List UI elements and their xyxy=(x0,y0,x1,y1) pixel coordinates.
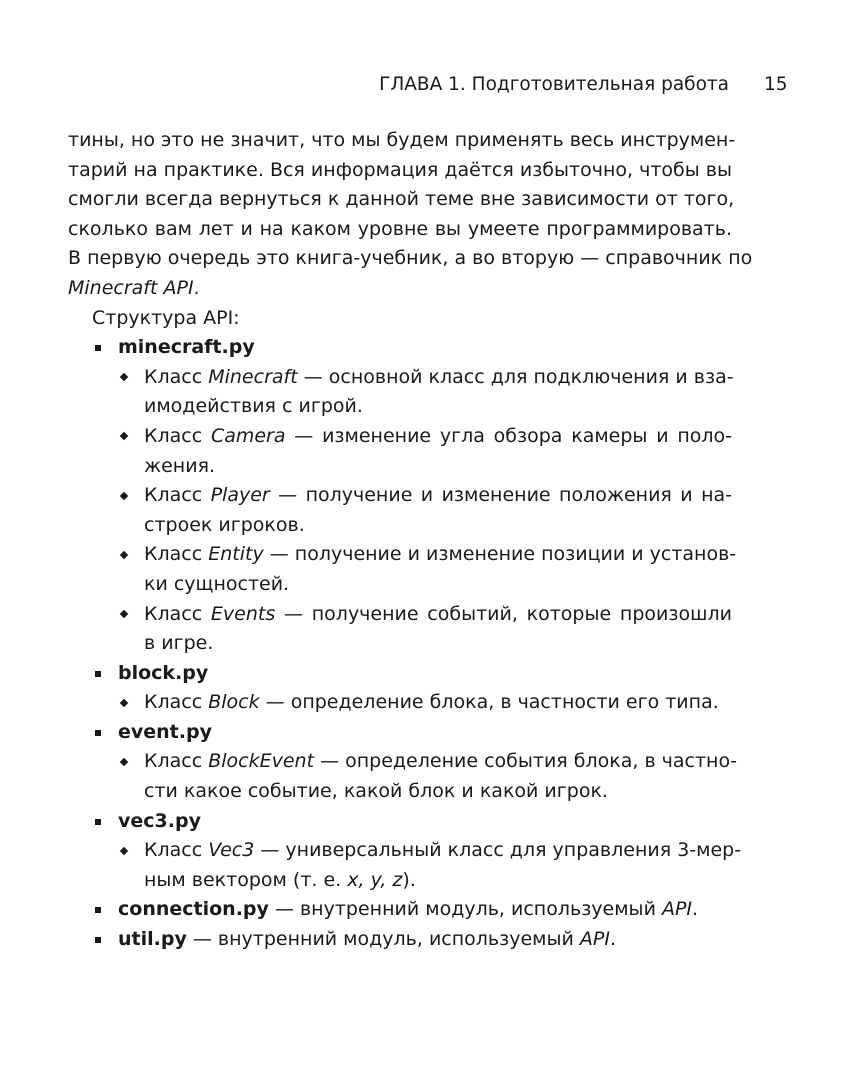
class-desc: — получение и изменение положения и на- xyxy=(269,484,732,507)
text-line xyxy=(144,422,732,452)
list-item xyxy=(68,718,737,807)
square-bullet-icon xyxy=(95,937,101,943)
diamond-bullet-icon xyxy=(120,758,128,766)
class-prefix: Класс xyxy=(144,543,209,566)
module-name: event.py xyxy=(118,720,212,743)
module-name: util.py xyxy=(118,928,187,951)
text-line xyxy=(144,747,737,777)
class-desc: — изменение угла обзора камеры и поло- xyxy=(285,424,732,447)
api-name: API xyxy=(661,898,693,921)
class-desc: — основной класс для подключения и вза- xyxy=(297,365,734,388)
class-desc: — получение и изменение позиции и установ- xyxy=(263,543,737,566)
class-list xyxy=(118,747,737,806)
text-line: строек игроков. xyxy=(144,513,305,536)
class-name: Events xyxy=(210,602,276,625)
class-prefix: Класс xyxy=(144,750,209,773)
module-name: vec3.py xyxy=(118,809,201,832)
class-desc: ным вектором (т. е. xyxy=(144,868,348,891)
diamond-bullet-icon xyxy=(120,610,128,618)
module-desc: — внутренний модуль, используемый xyxy=(186,928,580,951)
text-line: В первую очередь это книга-учебник, а во вторую — справочник по xyxy=(68,247,753,270)
text-line xyxy=(144,688,732,718)
list-item xyxy=(118,540,737,599)
class-list xyxy=(118,836,742,895)
text-line xyxy=(144,836,742,866)
diamond-bullet-icon xyxy=(120,491,128,499)
class-prefix: Класс xyxy=(144,691,209,714)
square-bullet-icon xyxy=(95,907,101,913)
class-desc: — получение событий, которые произошли xyxy=(275,602,732,625)
list-item xyxy=(118,600,732,659)
list-item xyxy=(68,333,737,659)
diamond-bullet-icon xyxy=(120,373,128,381)
module-name: minecraft.py xyxy=(118,336,255,359)
text-line: сти какое событие, какой блок и какой игрок. xyxy=(144,780,608,803)
text-line: жения. xyxy=(144,454,216,477)
square-bullet-icon xyxy=(95,671,101,677)
diamond-bullet-icon xyxy=(120,551,128,559)
list-item xyxy=(118,836,742,895)
text-line: тарий на практике. Вся информация даётся избыточно, чтобы вы xyxy=(68,158,732,181)
class-name: BlockEvent xyxy=(208,750,315,773)
square-bullet-icon xyxy=(95,730,101,736)
diamond-bullet-icon xyxy=(120,432,128,440)
class-desc: — универсальный класс для управления 3-мер- xyxy=(254,839,742,862)
text-line xyxy=(144,600,732,630)
list-item xyxy=(68,895,732,925)
list-item xyxy=(118,422,732,481)
list-item xyxy=(118,363,732,422)
class-prefix: Класс xyxy=(144,839,209,862)
structure-heading: Структура API: xyxy=(92,306,240,329)
square-bullet-icon xyxy=(95,819,101,825)
chapter-title: ГЛАВА 1. Подготовительная работа xyxy=(379,74,729,95)
running-header xyxy=(0,72,849,98)
api-name: Minecraft API xyxy=(68,276,194,299)
text-line: сколько вам лет и на каком уровне вы умеете программировать. xyxy=(68,217,732,240)
punctuation: . xyxy=(193,276,200,299)
punctuation: . xyxy=(692,898,699,921)
text-line xyxy=(144,481,732,511)
text-line: ки сущностей. xyxy=(144,572,290,595)
class-prefix: Класс xyxy=(144,424,211,447)
text-line: в игре. xyxy=(144,632,214,655)
text-line: имодействия с игрой. xyxy=(144,395,363,418)
diamond-bullet-icon xyxy=(120,847,128,855)
punctuation: ). xyxy=(402,868,416,891)
class-list xyxy=(118,688,732,718)
class-name: Minecraft xyxy=(208,365,298,388)
list-item xyxy=(118,747,737,806)
class-list xyxy=(118,363,737,659)
list-item xyxy=(118,481,732,540)
module-list xyxy=(68,333,742,954)
text-line xyxy=(144,866,732,896)
diamond-bullet-icon xyxy=(120,699,128,707)
module-desc: — внутренний модуль, используемый xyxy=(268,898,662,921)
page-body xyxy=(68,126,753,955)
class-prefix: Класс xyxy=(144,602,211,625)
list-item xyxy=(68,925,732,955)
class-desc: — определение блока, в частности его типа. xyxy=(259,691,719,714)
text-line xyxy=(144,363,732,393)
class-name: Player xyxy=(210,484,270,507)
module-name: connection.py xyxy=(118,898,269,921)
text-line: смогли всегда вернуться к данной теме вне зависимости от того, xyxy=(68,188,735,211)
class-name: Vec3 xyxy=(208,839,255,862)
text-line xyxy=(144,540,737,570)
text-line xyxy=(68,274,732,304)
class-name: Entity xyxy=(208,543,264,566)
intro-paragraph xyxy=(68,126,753,304)
api-name: API xyxy=(579,928,610,951)
punctuation: . xyxy=(609,928,616,951)
square-bullet-icon xyxy=(95,345,101,351)
class-name: Block xyxy=(208,691,260,714)
class-desc: — определение события блока, в частно- xyxy=(314,750,737,773)
class-prefix: Класс xyxy=(144,365,209,388)
class-name: Camera xyxy=(210,424,286,447)
list-item xyxy=(118,688,732,718)
text-line: тины, но это не значит, что мы будем применять весь инструмен- xyxy=(68,129,736,151)
list-item xyxy=(68,659,732,718)
coordinates: x, y, z xyxy=(347,868,403,891)
class-prefix: Класс xyxy=(144,484,211,507)
page-number: 15 xyxy=(764,74,788,95)
module-name: block.py xyxy=(118,661,209,684)
list-item xyxy=(68,807,742,896)
